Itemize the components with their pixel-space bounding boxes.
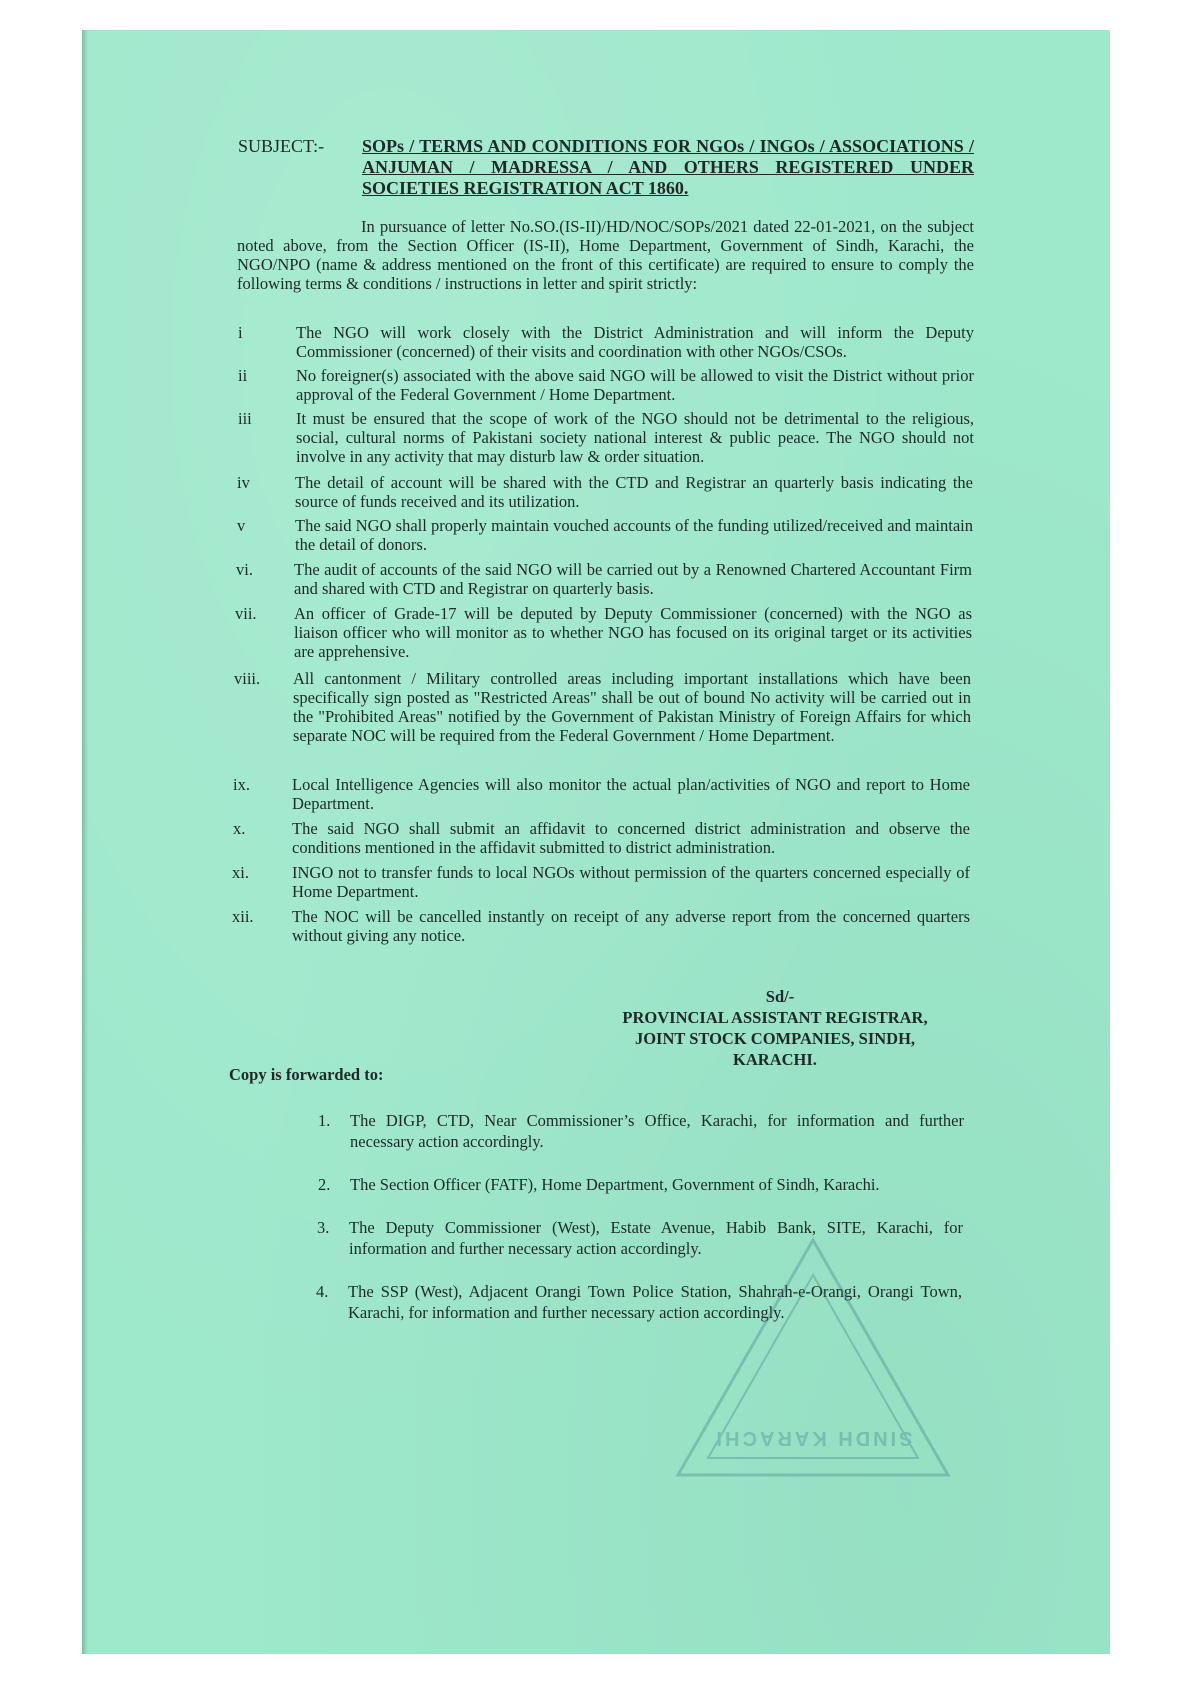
copy-item-text: The SSP (West), Adjacent Orangi Town Police Station, Shahrah-e-Orangi, Orangi Town, Karachi, for information and further necessary action accordingly. [348, 1282, 962, 1322]
intro-paragraph [237, 217, 974, 293]
copy-item-text: The Section Officer (FATF), Home Department, Government of Sindh, Karachi. [350, 1175, 880, 1194]
term-number: vii. [235, 604, 257, 623]
term-text: Local Intelligence Agencies will also monitor the actual plan/activities of NGO and report to Home Department. [292, 775, 970, 813]
term-number: xii. [232, 907, 254, 926]
term-number: vi. [236, 560, 253, 579]
term-text: INGO not to transfer funds to local NGOs without permission of the quarters concerned especially of Home Department. [292, 863, 970, 901]
signature-line-2: JOINT STOCK COMPANIES, SINDH, [634, 1029, 916, 1048]
term-number: viii. [234, 669, 261, 688]
signature-sd: Sd/- [765, 987, 795, 1006]
term-number: v [237, 516, 246, 535]
term-text: No foreigner(s) associated with the above said NGO will be allowed to visit the District without prior approval of the Federal Government / Home Department. [296, 366, 974, 404]
term-text: The audit of accounts of the said NGO will be carried out by a Renowned Chartered Accountant Firm and shared with CTD and Registrar on quarterly basis. [294, 560, 972, 598]
term-number: iii [238, 409, 252, 428]
copy-item-number: 4. [316, 1282, 329, 1301]
signature-line-1: PROVINCIAL ASSISTANT REGISTRAR, [622, 1008, 928, 1027]
term-text: An officer of Grade-17 will be deputed by Deputy Commissioner (concerned) with the NGO as liaison officer who will monitor as to whether NGO has focused on its original target or its activities are apprehensive. [294, 604, 972, 661]
copy-item-number: 2. [318, 1175, 331, 1194]
term-text: The NOC will be cancelled instantly on receipt of any adverse report from the concerned quarters without giving any notice. [292, 907, 970, 945]
intro-text: In pursuance of letter No.SO.(IS-II)/HD/NOC/SOPs/2021 dated 22-01-2021, on the subject noted above, from the Section Officer (IS-II), Home Department, Government of Sindh, Karachi, the NGO/NPO (name & address mentioned on the front of this certificate) are required to ensure to comply the following terms & conditions / instructions in letter and spirit strictly: [237, 217, 974, 293]
term-number: i [238, 323, 243, 342]
term-text: The detail of account will be shared with the CTD and Registrar an quarterly basis indicating the source of funds received and its utilization. [295, 473, 973, 511]
term-text: The NGO will work closely with the District Administration and will inform the Deputy Commissioner (concerned) of their visits and coordination with other NGOs/CSOs. [296, 323, 974, 361]
stamp-text: SINDH KARACHI [713, 1427, 913, 1449]
copy-item-number: 1. [318, 1111, 331, 1130]
term-number: xi. [232, 863, 249, 882]
term-number: x. [233, 819, 246, 838]
term-text: It must be ensured that the scope of work of the NGO should not be detrimental to the religious, social, cultural norms of Pakistani society national interest & public peace. The NGO should not involve in any activity that may disturb law & order situation. [296, 409, 974, 466]
office-stamp [668, 1230, 958, 1490]
signature-block [590, 986, 960, 1070]
copy-item-text: The Deputy Commissioner (West), Estate Avenue, Habib Bank, SITE, Karachi, for information and further necessary action accordingly. [349, 1218, 963, 1258]
term-number: ii [238, 366, 248, 385]
term-text: All cantonment / Military controlled areas including important installations which have been specifically sign posted as "Restricted Areas" shall be out of bound No activity will be carried out in the "Prohibited Areas" notified by the Government of Pakistan Ministry of Foreign Affairs for which separate NOC will be required from the Federal Government / Home Department. [293, 669, 971, 745]
signature-line-3: KARACHI. [733, 1050, 817, 1069]
term-number: iv [237, 473, 250, 492]
term-number: ix. [233, 775, 250, 794]
copy-item-number: 3. [317, 1218, 330, 1237]
subject-title: SOPs / TERMS AND CONDITIONS FOR NGOs / INGOs / ASSOCIATIONS / ANJUMAN / MADRESSA / AND OTHERS REGISTERED UNDER SOCIETIES REGISTRATION ACT 1860. [362, 136, 974, 198]
paper-edge-shadow [82, 30, 88, 1654]
term-text: The said NGO shall submit an affidavit to concerned district administration and observe the conditions mentioned in the affidavit submitted to district administration. [292, 819, 970, 857]
copy-heading: Copy is forwarded to: [229, 1065, 384, 1084]
copy-item-text: The DIGP, CTD, Near Commissioner’s Office, Karachi, for information and further necessary action accordingly. [350, 1111, 964, 1151]
term-text: The said NGO shall properly maintain vouched accounts of the funding utilized/received and maintain the detail of donors. [295, 516, 973, 554]
subject-label: SUBJECT:- [238, 136, 325, 156]
